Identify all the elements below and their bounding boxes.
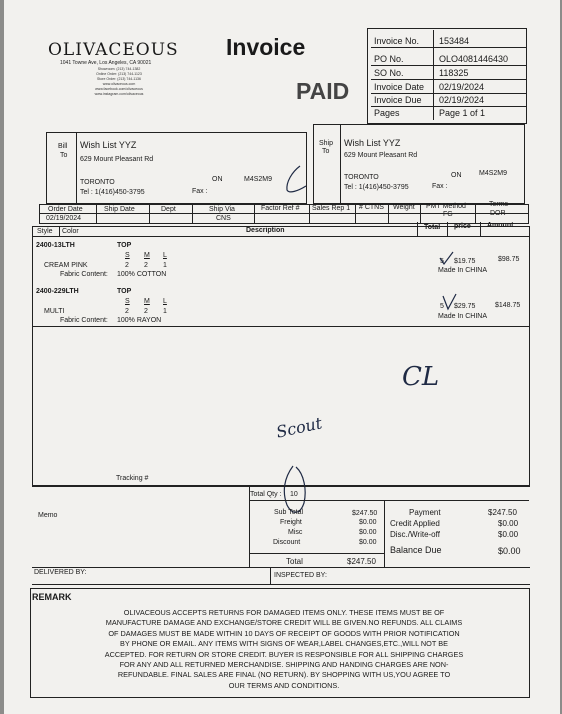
items-header-style: Style xyxy=(37,228,53,235)
bill-to-province: ON xyxy=(212,176,223,183)
remark-text xyxy=(64,608,504,691)
handwritten-mark: CL xyxy=(402,362,440,392)
summary-label: Discount xyxy=(273,539,301,546)
terms-value: DOR xyxy=(490,210,506,217)
item-size: M xyxy=(144,252,150,259)
meta-row: Invoice Due 02/19/2024 xyxy=(371,93,526,107)
item-size: L xyxy=(163,252,167,259)
meta-row: SO No. 118325 xyxy=(371,66,526,80)
item-desc: TOP xyxy=(117,242,132,249)
bill-to-name: Wish List YYZ xyxy=(80,140,137,150)
item-total: 5 xyxy=(440,258,444,265)
item-fabric-label: Fabric Content: xyxy=(60,271,108,278)
items-header-color: Color xyxy=(62,228,79,235)
order-header: Dept xyxy=(161,206,176,213)
delivered-by-label: DELIVERED BY: xyxy=(34,569,87,576)
items-table xyxy=(32,226,530,486)
item-qty: 2 xyxy=(144,308,148,315)
order-header: PMT Method xyxy=(426,203,466,210)
company-name: OLIVACEOUS xyxy=(48,40,179,60)
remark-line: BY PHONE OR EMAIL. ANY ITEMS WITH SIGNS OF WEAR,LABEL CHANGES,ETC.,WILL NOT BE xyxy=(120,639,448,649)
paid-stamp: PAID xyxy=(296,78,350,104)
order-header: Sales Rep 1 xyxy=(312,205,351,212)
payment-label: Payment xyxy=(409,508,441,517)
order-header: Ship Via xyxy=(209,206,235,213)
order-header: Ship Date xyxy=(104,206,135,213)
item-size: M xyxy=(144,298,150,305)
invoice-title: Invoice xyxy=(226,34,306,60)
remark-line: FOR ANY AND ALL RETURNED MERCHANDISE. SHIPPING AND HANDING CHARGES ARE NON- xyxy=(119,660,449,670)
ship-to-fax: Fax : xyxy=(432,183,448,190)
contact-line: www.olivaceous.com xyxy=(102,82,136,86)
remark-line: MANUFACTURE DAMAGE AND EXCHANGE/STORE CREDIT WILL BE GIVEN.NO REFUNDS. ALL CLAIMS xyxy=(105,618,463,628)
item-fabric: 100% RAYON xyxy=(117,317,162,324)
ship-to-postal: M4S2M9 xyxy=(479,170,508,177)
item-color: CREAM PINK xyxy=(44,262,88,269)
summary-label: Misc xyxy=(288,529,303,536)
company-address: 1041 Towne Ave, Los Angeles, CA 90021 xyxy=(60,60,152,66)
bill-to-city: TORONTO xyxy=(80,179,115,186)
item-total: 5 xyxy=(440,303,444,310)
total-label: Total xyxy=(286,557,303,566)
inspected-by-label: INSPECTED BY: xyxy=(274,572,327,579)
total-value: $247.50 xyxy=(347,557,376,566)
total-qty-label: Total Qty : xyxy=(250,491,282,498)
bill-to-label: Bill xyxy=(58,143,68,150)
payment-value: $0.00 xyxy=(498,530,519,539)
meta-row: Invoice Date 02/19/2024 xyxy=(371,80,526,94)
payment-value: $0.00 xyxy=(498,519,519,528)
item-size: S xyxy=(125,298,130,305)
order-header: Order Date xyxy=(48,206,83,213)
order-header: Factor Ref # xyxy=(261,205,300,212)
payment-value: $247.50 xyxy=(488,508,517,517)
invoice-paper xyxy=(4,0,560,714)
ship-to-city: TORONTO xyxy=(344,174,379,181)
item-qty: 2 xyxy=(125,308,129,315)
item-size: L xyxy=(163,298,167,305)
ship-to-tel: Tel : 1(416)450-3795 xyxy=(344,184,409,191)
handwritten-mark: Scout xyxy=(274,413,324,442)
summary-value: $0.00 xyxy=(359,519,377,526)
company-contact xyxy=(74,67,164,97)
item-origin: Made In CHINA xyxy=(438,267,488,274)
tracking-label: Tracking # xyxy=(116,475,149,482)
item-fabric: 100% COTTON xyxy=(117,271,167,278)
contact-line: www.facebook.com/olivaceous xyxy=(95,87,143,91)
items-header-total: Total xyxy=(424,224,441,231)
item-color: MULTI xyxy=(44,308,65,315)
balance-due-label: Balance Due xyxy=(390,545,442,555)
contact-line: www.instagram.com/olivaceous xyxy=(94,92,144,96)
payment-label: Credit Applied xyxy=(390,519,440,528)
pmt-method-value: FG xyxy=(443,211,453,218)
summary-label: Freight xyxy=(280,519,302,526)
items-header-price: price xyxy=(454,223,471,230)
meta-row: Invoice No. 153484 xyxy=(371,34,526,48)
bill-to-street: 629 Mount Pleasant Rd xyxy=(80,156,154,163)
item-qty: 1 xyxy=(163,262,167,269)
item-price: $29.75 xyxy=(454,303,476,310)
summary-value: $247.50 xyxy=(352,510,378,517)
ship-to-label: To xyxy=(322,148,330,155)
meta-row: PO No. OLO4081446430 xyxy=(371,52,526,66)
remark-line: OLIVACEOUS ACCEPTS RETURNS FOR DAMAGED ITEMS ONLY. THESE ITEMS MUST BE OF xyxy=(123,608,445,617)
item-price: $19.75 xyxy=(454,258,476,265)
order-header: # CTNS xyxy=(359,204,384,211)
item-qty: 1 xyxy=(163,308,167,315)
summary-value: $0.00 xyxy=(359,539,377,546)
payment-label: Disc./Write-off xyxy=(390,530,440,539)
items-header-amount: Amount xyxy=(487,222,514,229)
meta-row: Pages Page 1 of 1 xyxy=(374,108,486,118)
item-style: 2400-229LTH xyxy=(36,288,79,295)
item-fabric-label: Fabric Content: xyxy=(60,317,108,324)
memo-label: Memo xyxy=(38,512,58,519)
item-origin: Made In CHINA xyxy=(438,313,488,320)
bill-to-label: To xyxy=(60,152,68,159)
contact-line: Showroom: (213) 744-1382 xyxy=(97,67,141,71)
order-header: Weight xyxy=(393,204,415,211)
bill-to-tel: Tel : 1(416)450-3795 xyxy=(80,189,145,196)
total-qty-value: 10 xyxy=(290,491,298,498)
item-amount: $148.75 xyxy=(495,302,521,309)
balance-due-value: $0.00 xyxy=(498,546,521,556)
ship-to-street: 629 Mount Pleasant Rd xyxy=(344,152,418,159)
ship-to-box xyxy=(313,124,525,204)
order-date-value: 02/19/2024 xyxy=(46,215,82,222)
remark-line: ACCEPTED. FOR RETURN OR STORE CREDIT. BUYER IS RESPONSIBLE FOR ALL SHIPPING CHARGES xyxy=(104,649,464,659)
ship-to-province: ON xyxy=(451,172,462,179)
summary-label: Sub Total xyxy=(274,509,304,516)
contact-line: Online Order: (213) 744-1123 xyxy=(96,72,142,76)
item-qty: 2 xyxy=(125,262,129,269)
item-size: S xyxy=(125,252,130,259)
order-header: Terms xyxy=(489,201,509,208)
item-desc: TOP xyxy=(117,288,132,295)
remark-line: REFUNDABLE. FINAL SALES ARE FINAL (NO RETURN). BY SHOPPING WITH US,YOU AGREE TO xyxy=(117,670,451,680)
ship-to-name: Wish List YYZ xyxy=(344,138,401,148)
item-style: 2400-13LTH xyxy=(36,242,75,249)
item-qty: 2 xyxy=(144,262,148,269)
remark-line: OUR TERMS AND CONDITIONS. xyxy=(228,680,340,690)
summary-value: $0.00 xyxy=(359,529,377,536)
contact-line: Store Order: (213) 744-1136 xyxy=(97,77,141,81)
items-header-description: Description xyxy=(246,227,285,234)
ship-via-value: CNS xyxy=(216,215,231,222)
bill-to-postal: M4S2M9 xyxy=(244,176,273,183)
remark-label: REMARK xyxy=(32,592,72,602)
remark-line: OF DAMAGES MUST BE MADE WITHIN 10 DAYS OF RECEIPT OF GOODS WITH PRIOR NOTIFICATION xyxy=(108,628,460,638)
ship-to-label: Ship xyxy=(319,140,334,147)
bill-to-fax: Fax : xyxy=(192,188,208,195)
item-amount: $98.75 xyxy=(498,256,520,263)
